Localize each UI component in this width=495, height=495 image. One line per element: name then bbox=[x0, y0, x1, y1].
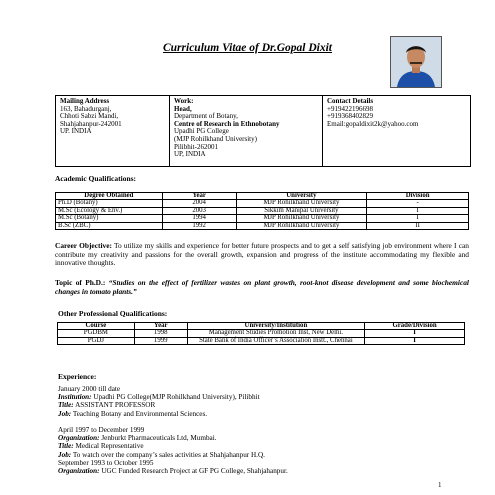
profile-photo bbox=[390, 36, 442, 88]
table-cell: I bbox=[367, 207, 469, 214]
table-cell: - bbox=[367, 200, 469, 207]
work-dept: Department of Botany, bbox=[174, 112, 238, 121]
table-cell: PGDBM bbox=[58, 330, 135, 337]
table-cell: M.Sc (Ecology & Env.) bbox=[56, 207, 163, 214]
job-description-label: Job: bbox=[58, 409, 72, 418]
profile-photo-image bbox=[391, 37, 441, 87]
column-header: University/Institution bbox=[187, 323, 365, 330]
experience-heading: Experience: bbox=[58, 372, 97, 381]
table-cell: I bbox=[367, 215, 469, 222]
job-organization-label: Organization: bbox=[58, 434, 100, 443]
table-cell: 1998 bbox=[134, 330, 187, 337]
column-header: Division bbox=[367, 193, 469, 200]
work-line: (MJP Rohilkhand University) bbox=[174, 134, 257, 143]
table-cell: II bbox=[367, 222, 469, 229]
experience-job-1 bbox=[58, 385, 468, 418]
mailing-line: Chhoti Sabzi Mandi, bbox=[60, 112, 119, 121]
job-organization-value: UGC Funded Research Project at GF PG College, Shahjahanpur. bbox=[99, 467, 288, 476]
job-organization-value: Jenburkt Pharmaceuticals Ltd, Mumbai. bbox=[99, 434, 217, 443]
job-description-value: To watch over the company’s sales activities at Shahjahanpur H.Q. bbox=[71, 450, 265, 459]
column-header: Year bbox=[162, 193, 236, 200]
column-header: Year bbox=[134, 323, 187, 330]
mailing-line: 163, Bahadurganj, bbox=[60, 104, 112, 113]
column-header: Degree Obtained bbox=[56, 193, 163, 200]
contact-section bbox=[323, 96, 470, 166]
job-period: September 1993 to October 1995 bbox=[58, 458, 154, 467]
table-cell: 2004 bbox=[162, 200, 236, 207]
mailing-address-heading: Mailing Address bbox=[60, 97, 110, 105]
mailing-line: Shahjahanpur-242001 bbox=[60, 119, 122, 128]
table-cell: 1999 bbox=[134, 337, 187, 344]
professional-heading: Other Professional Qualifications: bbox=[58, 309, 168, 318]
career-objective-text: To utilize my skills and experience for better future prospects and to get a self satisfying job environment where I can contribute my creativity and passions for the overall growth, expansion and progress of the institute accommodating my flexible and innovative thoughts. bbox=[55, 241, 469, 268]
document-title: Curriculum Vitae of Dr.Gopal Dixit bbox=[162, 42, 333, 54]
phd-topic-label: Topic of Ph.D.: bbox=[55, 278, 106, 287]
job-period: January 2000 till date bbox=[58, 385, 121, 393]
job-title bbox=[58, 442, 468, 450]
job-organization bbox=[58, 467, 468, 475]
job-title bbox=[58, 401, 468, 409]
contact-heading: Contact Details bbox=[327, 97, 374, 105]
table-cell: Sikkim Manipal University bbox=[236, 207, 367, 214]
work-head: Head, bbox=[174, 104, 192, 113]
job-institution bbox=[58, 393, 468, 401]
job-title-label: Title: bbox=[58, 401, 74, 410]
job-description bbox=[58, 410, 468, 418]
table-cell: Management Studies Promotion Inst, New Delhi. bbox=[187, 330, 365, 337]
job-organization-label: Organization: bbox=[58, 467, 100, 476]
career-objective bbox=[55, 242, 469, 268]
career-objective-label: Career Objective: bbox=[55, 241, 112, 250]
table-row bbox=[58, 337, 465, 344]
job-description bbox=[58, 451, 468, 459]
table-row bbox=[56, 222, 469, 229]
table-cell: State Bank of India Officer’s Association Instt., Chennai bbox=[187, 337, 365, 344]
job-organization bbox=[58, 434, 468, 442]
column-header: University bbox=[236, 193, 367, 200]
phone-2: +919368402829 bbox=[327, 112, 373, 121]
table-row bbox=[56, 215, 469, 222]
table-cell: 1994 bbox=[162, 215, 236, 222]
mailing-address-section bbox=[56, 96, 170, 166]
work-line: Pilibhit-262001 bbox=[174, 142, 218, 151]
table-cell: MJP Rohilkhand University bbox=[236, 200, 367, 207]
experience-job-2 bbox=[58, 426, 468, 475]
job-title-value: ASSISTANT PROFESSOR bbox=[73, 401, 156, 410]
phd-topic bbox=[55, 279, 469, 296]
column-header: Grade/Division bbox=[365, 323, 465, 330]
table-cell: PGDJ bbox=[58, 337, 135, 344]
job-title-label: Title: bbox=[58, 442, 74, 451]
table-row bbox=[56, 207, 469, 214]
table-cell: Ph.D (Botany) bbox=[56, 200, 163, 207]
table-header-row bbox=[56, 193, 469, 200]
table-cell: I bbox=[365, 337, 465, 344]
academic-table bbox=[55, 192, 469, 230]
table-cell: I bbox=[365, 330, 465, 337]
phd-topic-text: “Studies on the effect of fertilizer wastes on plant growth, root-knot disease development and some biochemical changes in tomato plants.” bbox=[55, 278, 469, 296]
job-period: April 1997 to December 1999 bbox=[58, 426, 145, 434]
work-heading: Work: bbox=[174, 97, 194, 105]
table-cell: MJP Rohilkhand University bbox=[236, 222, 367, 229]
job-institution-label: Institution: bbox=[58, 393, 92, 402]
phone-1: +919422196698 bbox=[327, 104, 373, 113]
table-cell: 1992 bbox=[162, 222, 236, 229]
work-centre: Centre of Research in Ethnobotany bbox=[174, 119, 280, 128]
table-cell: MJP Rohilkhand University bbox=[236, 215, 367, 222]
table-cell: 2003 bbox=[162, 207, 236, 214]
page-number: 1 bbox=[438, 481, 442, 489]
table-cell: B.Sc (ZBC) bbox=[56, 222, 163, 229]
work-line: Upadhi PG College bbox=[174, 127, 229, 136]
work-section bbox=[170, 96, 323, 166]
column-header: Course bbox=[58, 323, 135, 330]
professional-table bbox=[57, 322, 465, 345]
job-title-value: Medical Representative bbox=[73, 442, 144, 451]
contact-box bbox=[55, 95, 471, 167]
mailing-line: UP. INDIA bbox=[60, 127, 92, 136]
job-description-label: Job: bbox=[58, 450, 72, 459]
job-institution-value: Upadhi PG College(MJP Rohilkhand University), Pilibhit bbox=[91, 393, 260, 402]
job-description-value: Teaching Botany and Environmental Sciences. bbox=[71, 409, 208, 418]
email: Email:gopaldixit2k@yahoo.com bbox=[327, 119, 419, 128]
table-cell: M.Sc (Botany) bbox=[56, 215, 163, 222]
work-line: UP, INDIA bbox=[174, 150, 206, 159]
academic-heading: Academic Qualifications: bbox=[55, 174, 137, 183]
